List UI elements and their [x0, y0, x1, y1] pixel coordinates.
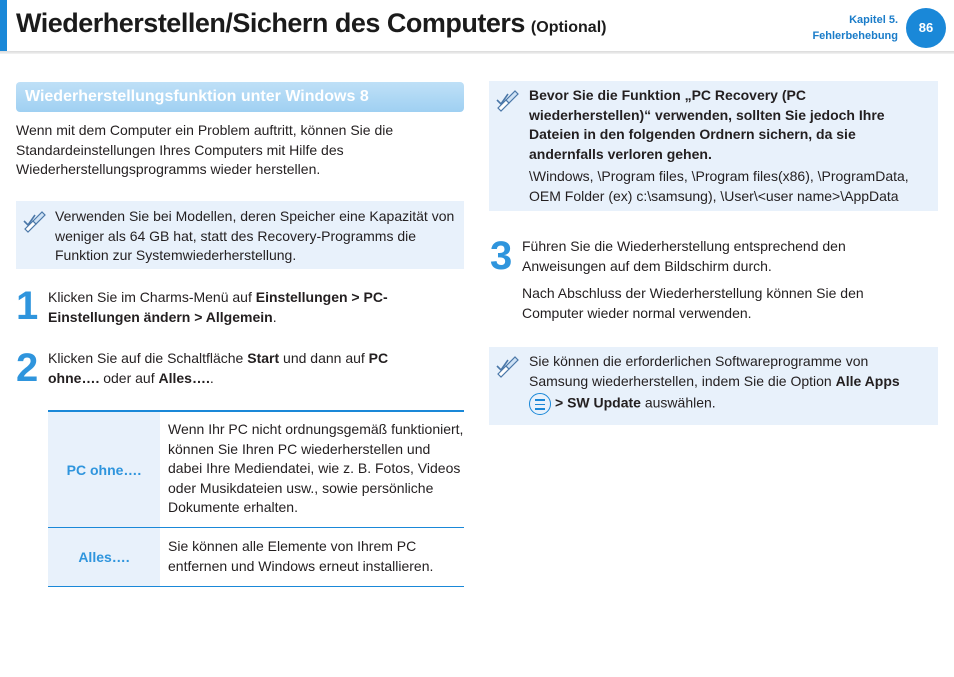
note-backup-paths: \Windows, \Program files, \Program files(x86), \ProgramData, OEM Folder (ex) c:\samsung), \User\<user name>\AppData — [529, 168, 909, 204]
note-software-line2 — [529, 393, 929, 415]
note-software-text — [529, 352, 929, 391]
note-software-all-apps: Alle Apps — [835, 372, 900, 389]
header-divider — [0, 51, 954, 54]
table-row — [48, 412, 464, 527]
note-backup-warning: Bevor Sie die Funktion „PC Recovery (PC wiederherstellen)“ verwenden, sollten Sie jedoch Ihre Dateien in den folgenden Ordnern sichern, da sie andernfalls verloren gehen. — [529, 87, 885, 162]
chapter-number: Kapitel 5. — [849, 14, 898, 26]
list-menu-icon — [529, 393, 551, 415]
table-row-text: Wenn Ihr PC nicht ordnungsgemäß funktioniert, können Sie Ihren PC wiederherstellen und dabei Ihre Mediendatei, wie z. B. Fotos, Videos oder Musikdateien usw., sowie persönliche Dokumente erhalten. — [168, 421, 464, 515]
table-row-label: Alles…. — [48, 528, 160, 586]
chapter-title: Fehlerbehebung — [812, 30, 898, 42]
page-title-suffix: (Optional) — [530, 19, 607, 36]
intro-paragraph: Wenn mit dem Computer ein Problem auftritt, können Sie die Standardeinstellungen Ihres Computers mit Hilfe des Wiederherstellungsprogramms wieder herstellen. — [16, 122, 394, 177]
page-title — [16, 8, 606, 39]
step-number-1: 1 — [16, 284, 39, 328]
note-software-end: auswählen. — [640, 394, 716, 411]
step-number-2: 2 — [16, 346, 39, 390]
step-1-path: Einstellungen > PC-Einstellungen ändern > Allgemein — [48, 289, 388, 325]
step-number-3: 3 — [490, 234, 513, 278]
note-software-sw-update: > SW Update — [555, 394, 641, 411]
step-1-end: . — [272, 308, 277, 325]
step-2-alles: Alles…. — [158, 369, 210, 386]
pencil-check-icon — [495, 354, 521, 380]
table-row — [48, 528, 464, 586]
page-title-text: Wiederherstellen/Sichern des Computers — [16, 8, 525, 38]
step-2-mid: und dann auf — [279, 350, 369, 366]
note-box-capacity — [16, 201, 464, 269]
chapter-label — [812, 12, 898, 44]
table-row-text: Sie können alle Elemente von Ihrem PC entfernen und Windows erneut installieren. — [168, 538, 434, 574]
step-3-text: Führen Sie die Wiederherstellung entsprechend den Anweisungen auf dem Bildschirm durch. — [522, 238, 846, 274]
step-2-or: oder auf — [99, 369, 159, 386]
section-heading-text: Wiederherstellungsfunktion unter Windows 8 — [25, 88, 369, 105]
step-2-lead: Klicken Sie auf die Schaltfläche — [48, 350, 248, 366]
step-2-text — [48, 349, 418, 388]
note-capacity-text: Verwenden Sie bei Modellen, deren Speicher eine Kapazität von weniger als 64 GB hat, statt des Recovery-Programms die Funktion zur Systemwiederherstellung. — [55, 208, 455, 263]
table-bottom-rule — [48, 586, 464, 587]
step-1-text — [48, 288, 418, 327]
step-2-start: Start — [247, 350, 280, 366]
note-box-software — [489, 347, 938, 425]
page-number-badge: 86 — [906, 8, 946, 48]
note-software-lead: Sie können die erforderlichen Softwareprogramme von Samsung wiederherstellen, indem Sie die Option — [529, 353, 869, 389]
note-box-backup — [489, 81, 938, 211]
step-1-lead: Klicken Sie im Charms-Menü auf — [48, 289, 256, 305]
step-2-end: . — [209, 369, 214, 386]
header-accent-bar — [0, 0, 7, 52]
pencil-check-icon — [22, 209, 48, 235]
pencil-check-icon — [495, 88, 521, 114]
table-row-label: PC ohne…. — [48, 412, 160, 527]
step-2-pc-ohne: PC ohne…. — [48, 350, 389, 386]
section-heading — [16, 82, 464, 112]
step-3-followup: Nach Abschluss der Wiederherstellung können Sie den Computer wieder normal verwenden. — [522, 285, 864, 321]
